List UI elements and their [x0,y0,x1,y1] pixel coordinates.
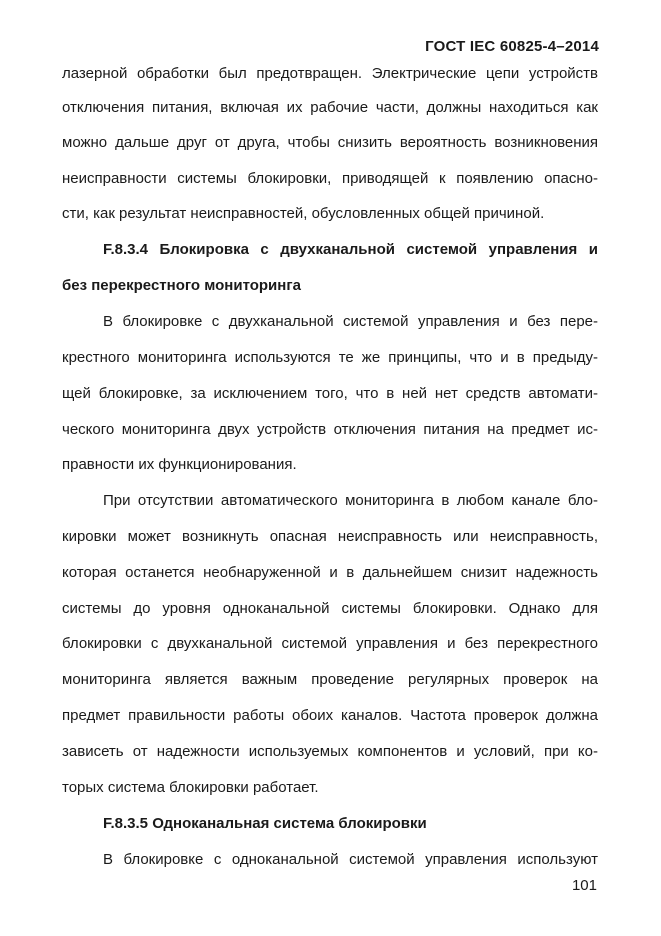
section-heading-f835: F.8.3.5 Одноканальная система блокировки [103,815,427,832]
text-line: В блокировке с двухканальной системой управления и без пере- [103,313,598,330]
text-line: отключения питания, включая их рабочие части, должны находиться как [62,99,598,116]
text-line: блокировки с двухканальной системой управления и без перекрестного [62,635,598,652]
text-line: торых система блокировки работает. [62,779,319,796]
text-line: щей блокировке, за исключением того, что в ней нет средств автомати- [62,385,598,402]
page-number: 101 [571,877,597,894]
text-line: мониторинга является важным проведение регулярных проверок на [62,671,598,688]
text-line: зависеть от надежности используемых компонентов и условий, при ко- [62,743,598,760]
text-line: В блокировке с одноканальной системой управления используют [103,851,598,868]
text-line: правности их функционирования. [62,456,297,473]
text-line: неисправности системы блокировки, приводящей к появлению опасно- [62,170,598,187]
text-line: можно дальше друг от друга, чтобы снизить вероятность возникновения [62,134,598,151]
text-line: При отсутствии автоматического мониторинга в любом канале бло- [103,492,598,509]
text-line: кировки может возникнуть опасная неисправность или неисправность, [62,528,598,545]
section-heading-f834: F.8.3.4 Блокировка с двухканальной системой управления и [103,241,598,258]
text-line: крестного мониторинга используются те же принципы, что и в предыду- [62,349,598,366]
text-line: лазерной обработки был предотвращен. Электрические цепи устройств [62,65,598,82]
text-line: ческого мониторинга двух устройств отключения питания на предмет ис- [62,421,598,438]
text-line: предмет правильности работы обоих каналов. Частота проверок должна [62,707,598,724]
text-line: сти, как результат неисправностей, обусловленных общей причиной. [62,205,545,222]
section-heading-f834-cont: без перекрестного мониторинга [62,277,301,294]
document-standard-header: ГОСТ IEC 60825-4–2014 [425,38,599,55]
text-line: которая останется необнаруженной и в дальнейшем снизит надежность [62,564,598,581]
text-line: системы до уровня одноканальной системы блокировки. Однако для [62,600,598,617]
